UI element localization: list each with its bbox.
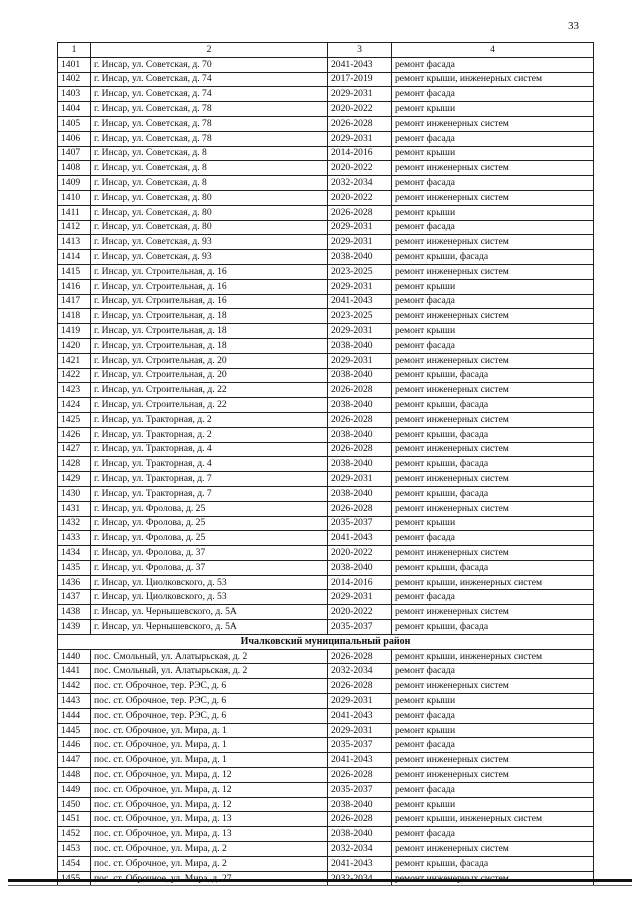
row-period: 2038-2040	[328, 486, 392, 501]
row-number: 1407	[58, 146, 91, 161]
table-row	[58, 723, 594, 738]
row-number: 1414	[58, 250, 91, 265]
row-number: 1426	[58, 427, 91, 442]
row-number: 1441	[58, 664, 91, 679]
row-address: г. Инсар, ул. Строительная, д. 16	[91, 279, 328, 294]
table-row	[58, 486, 594, 501]
table-row	[58, 146, 594, 161]
row-work-type: ремонт фасада	[392, 664, 594, 679]
row-work-type: ремонт инженерных систем	[392, 501, 594, 516]
row-address: г. Инсар, ул. Советская, д. 78	[91, 116, 328, 131]
table-row	[58, 812, 594, 827]
row-period: 2038-2040	[328, 560, 392, 575]
row-work-type: ремонт инженерных систем	[392, 546, 594, 561]
row-period: 2029-2031	[328, 235, 392, 250]
row-address: пос. ст. Оброчное, ул. Мира, д. 12	[91, 782, 328, 797]
row-number: 1446	[58, 738, 91, 753]
row-address: пос. ст. Оброчное, ул. Мира, д. 13	[91, 827, 328, 842]
row-work-type: ремонт крыши	[392, 723, 594, 738]
row-period: 2026-2028	[328, 768, 392, 783]
row-address: г. Инсар, ул. Циолковского, д. 53	[91, 590, 328, 605]
row-address: г. Инсар, ул. Фролова, д. 25	[91, 501, 328, 516]
row-period: 2032-2034	[328, 176, 392, 191]
row-work-type: ремонт крыши	[392, 279, 594, 294]
table-row	[58, 664, 594, 679]
row-address: г. Инсар, ул. Тракторная, д. 2	[91, 412, 328, 427]
row-work-type: ремонт фасада	[392, 131, 594, 146]
row-period: 2029-2031	[328, 87, 392, 102]
table-row	[58, 620, 594, 635]
table-row	[58, 457, 594, 472]
row-address: пос. ст. Оброчное, ул. Мира, д. 1	[91, 753, 328, 768]
row-number: 1451	[58, 812, 91, 827]
table-row	[58, 264, 594, 279]
table-row	[58, 116, 594, 131]
row-period: 2014-2016	[328, 575, 392, 590]
row-address: г. Инсар, ул. Чернышевского, д. 5А	[91, 620, 328, 635]
row-period: 2035-2037	[328, 738, 392, 753]
table-row	[58, 176, 594, 191]
table-row	[58, 368, 594, 383]
row-number: 1409	[58, 176, 91, 191]
row-work-type: ремонт крыши, фасада	[392, 368, 594, 383]
table-section	[58, 634, 594, 649]
row-period: 2026-2028	[328, 442, 392, 457]
row-period: 2038-2040	[328, 250, 392, 265]
row-number: 1417	[58, 294, 91, 309]
row-work-type: ремонт инженерных систем	[392, 753, 594, 768]
row-period: 2035-2037	[328, 516, 392, 531]
table-row	[58, 501, 594, 516]
row-address: г. Инсар, ул. Строительная, д. 18	[91, 324, 328, 339]
row-work-type: ремонт крыши, фасада	[392, 486, 594, 501]
row-period: 2041-2043	[328, 708, 392, 723]
row-work-type: ремонт инженерных систем	[392, 605, 594, 620]
row-work-type: ремонт крыши, инженерных систем	[392, 812, 594, 827]
row-address: г. Инсар, ул. Советская, д. 8	[91, 161, 328, 176]
row-address: г. Инсар, ул. Тракторная, д. 4	[91, 457, 328, 472]
row-period: 2041-2043	[328, 531, 392, 546]
row-work-type: ремонт инженерных систем	[392, 383, 594, 398]
row-address: г. Инсар, ул. Советская, д. 93	[91, 235, 328, 250]
row-number: 1453	[58, 842, 91, 857]
row-number: 1424	[58, 398, 91, 413]
row-number: 1415	[58, 264, 91, 279]
row-work-type: ремонт фасада	[392, 338, 594, 353]
row-work-type: ремонт фасада	[392, 708, 594, 723]
row-period: 2020-2022	[328, 161, 392, 176]
table-row	[58, 694, 594, 709]
row-work-type: ремонт фасада	[392, 87, 594, 102]
row-period: 2041-2043	[328, 753, 392, 768]
row-work-type: ремонт инженерных систем	[392, 353, 594, 368]
row-number: 1437	[58, 590, 91, 605]
row-period: 2029-2031	[328, 590, 392, 605]
row-work-type: ремонт фасада	[392, 782, 594, 797]
row-address: г. Инсар, ул. Чернышевского, д. 5А	[91, 605, 328, 620]
row-number: 1427	[58, 442, 91, 457]
row-address: г. Инсар, ул. Советская, д. 70	[91, 57, 328, 72]
table-row	[58, 546, 594, 561]
row-address: г. Инсар, ул. Советская, д. 74	[91, 72, 328, 87]
row-work-type: ремонт фасада	[392, 294, 594, 309]
row-address: г. Инсар, ул. Советская, д. 80	[91, 220, 328, 235]
column-header-3: 3	[328, 43, 392, 58]
table-row	[58, 235, 594, 250]
row-work-type: ремонт крыши, инженерных систем	[392, 72, 594, 87]
row-number: 1439	[58, 620, 91, 635]
row-number: 1425	[58, 412, 91, 427]
row-number: 1435	[58, 560, 91, 575]
row-period: 2038-2040	[328, 797, 392, 812]
row-period: 2020-2022	[328, 190, 392, 205]
row-work-type: ремонт инженерных систем	[392, 842, 594, 857]
row-work-type: ремонт инженерных систем	[392, 161, 594, 176]
table-row	[58, 398, 594, 413]
row-period: 2026-2028	[328, 116, 392, 131]
row-address: г. Инсар, ул. Фролова, д. 25	[91, 531, 328, 546]
row-work-type: ремонт инженерных систем	[392, 309, 594, 324]
row-work-type: ремонт инженерных систем	[392, 116, 594, 131]
table-row	[58, 738, 594, 753]
section-title: Ичалковский муниципальный район	[58, 634, 594, 649]
row-work-type: ремонт крыши, фасада	[392, 250, 594, 265]
row-address: г. Инсар, ул. Строительная, д. 22	[91, 383, 328, 398]
row-period: 2020-2022	[328, 546, 392, 561]
row-number: 1410	[58, 190, 91, 205]
table-row	[58, 782, 594, 797]
row-work-type: ремонт фасада	[392, 220, 594, 235]
table-row	[58, 383, 594, 398]
row-address: г. Инсар, ул. Строительная, д. 20	[91, 368, 328, 383]
table-row	[58, 605, 594, 620]
row-period: 2026-2028	[328, 679, 392, 694]
row-address: г. Инсар, ул. Советская, д. 8	[91, 176, 328, 191]
row-number: 1406	[58, 131, 91, 146]
table-row	[58, 679, 594, 694]
row-period: 2041-2043	[328, 294, 392, 309]
row-period: 2017-2019	[328, 72, 392, 87]
row-number: 1430	[58, 486, 91, 501]
row-work-type: ремонт фасада	[392, 531, 594, 546]
row-work-type: ремонт крыши	[392, 797, 594, 812]
row-number: 1411	[58, 205, 91, 220]
row-address: пос. ст. Оброчное, ул. Мира, д. 2	[91, 842, 328, 857]
row-address: г. Инсар, ул. Советская, д. 93	[91, 250, 328, 265]
row-number: 1442	[58, 679, 91, 694]
row-work-type: ремонт фасада	[392, 57, 594, 72]
table-row	[58, 412, 594, 427]
row-work-type: ремонт крыши, фасада	[392, 398, 594, 413]
row-address: г. Инсар, ул. Строительная, д. 18	[91, 338, 328, 353]
row-address: пос. ст. Оброчное, ул. Мира, д. 13	[91, 812, 328, 827]
row-period: 2026-2028	[328, 812, 392, 827]
row-number: 1408	[58, 161, 91, 176]
row-address: г. Инсар, ул. Советская, д. 78	[91, 102, 328, 117]
row-work-type: ремонт крыши	[392, 516, 594, 531]
row-work-type: ремонт крыши, инженерных систем	[392, 575, 594, 590]
table-row	[58, 324, 594, 339]
row-work-type: ремонт инженерных систем	[392, 472, 594, 487]
row-work-type: ремонт крыши, инженерных систем	[392, 649, 594, 664]
row-number: 1401	[58, 57, 91, 72]
row-work-type: ремонт инженерных систем	[392, 768, 594, 783]
row-address: г. Инсар, ул. Строительная, д. 16	[91, 294, 328, 309]
row-period: 2020-2022	[328, 102, 392, 117]
row-period: 2026-2028	[328, 205, 392, 220]
table-header-row	[58, 43, 594, 58]
row-work-type: ремонт инженерных систем	[392, 235, 594, 250]
row-work-type: ремонт инженерных систем	[392, 679, 594, 694]
row-period: 2029-2031	[328, 723, 392, 738]
row-number: 1436	[58, 575, 91, 590]
table-row	[58, 294, 594, 309]
table-row	[58, 472, 594, 487]
row-number: 1418	[58, 309, 91, 324]
row-number: 1448	[58, 768, 91, 783]
row-period: 2035-2037	[328, 782, 392, 797]
row-period: 2032-2034	[328, 664, 392, 679]
row-work-type: ремонт крыши, фасада	[392, 427, 594, 442]
row-work-type: ремонт крыши	[392, 102, 594, 117]
table-row	[58, 649, 594, 664]
row-address: г. Инсар, ул. Фролова, д. 37	[91, 560, 328, 575]
row-period: 2041-2043	[328, 57, 392, 72]
row-address: г. Инсар, ул. Строительная, д. 22	[91, 398, 328, 413]
row-work-type: ремонт инженерных систем	[392, 190, 594, 205]
row-number: 1413	[58, 235, 91, 250]
row-address: пос. ст. Оброчное, ул. Мира, д. 12	[91, 768, 328, 783]
row-period: 2038-2040	[328, 368, 392, 383]
page-number: 33	[568, 20, 579, 32]
row-period: 2029-2031	[328, 353, 392, 368]
table-row	[58, 250, 594, 265]
table-row	[58, 768, 594, 783]
table-row	[58, 560, 594, 575]
table-row	[58, 531, 594, 546]
row-number: 1419	[58, 324, 91, 339]
row-number: 1440	[58, 649, 91, 664]
column-header-1: 1	[58, 43, 91, 58]
row-period: 2014-2016	[328, 146, 392, 161]
table-row	[58, 797, 594, 812]
row-period: 2029-2031	[328, 324, 392, 339]
row-work-type: ремонт фасада	[392, 176, 594, 191]
row-address: пос. ст. Оброчное, тер. РЭС, д. 6	[91, 679, 328, 694]
row-period: 2038-2040	[328, 338, 392, 353]
row-work-type: ремонт крыши, фасада	[392, 620, 594, 635]
row-period: 2023-2025	[328, 309, 392, 324]
row-address: г. Инсар, ул. Фролова, д. 25	[91, 516, 328, 531]
table-row	[58, 57, 594, 72]
row-work-type: ремонт фасада	[392, 827, 594, 842]
table-row	[58, 205, 594, 220]
row-address: г. Инсар, ул. Советская, д. 8	[91, 146, 328, 161]
row-number: 1447	[58, 753, 91, 768]
row-address: пос. ст. Оброчное, тер. РЭС, д. 6	[91, 694, 328, 709]
table-row	[58, 161, 594, 176]
row-period: 2029-2031	[328, 131, 392, 146]
row-address: пос. ст. Оброчное, тер. РЭС, д. 6	[91, 708, 328, 723]
table-row	[58, 72, 594, 87]
row-work-type: ремонт крыши, фасада	[392, 856, 594, 871]
row-number: 1403	[58, 87, 91, 102]
table-row	[58, 190, 594, 205]
row-address: пос. ст. Оброчное, ул. Мира, д. 12	[91, 797, 328, 812]
row-number: 1452	[58, 827, 91, 842]
table-row	[58, 353, 594, 368]
row-number: 1432	[58, 516, 91, 531]
row-work-type: ремонт инженерных систем	[392, 442, 594, 457]
row-period: 2026-2028	[328, 412, 392, 427]
row-period: 2029-2031	[328, 279, 392, 294]
row-number: 1434	[58, 546, 91, 561]
column-header-2: 2	[91, 43, 328, 58]
row-period: 2038-2040	[328, 827, 392, 842]
row-number: 1445	[58, 723, 91, 738]
scan-edge-line	[8, 879, 632, 882]
table-row	[58, 827, 594, 842]
row-work-type: ремонт крыши	[392, 324, 594, 339]
row-address: г. Инсар, ул. Советская, д. 80	[91, 205, 328, 220]
row-address: г. Инсар, ул. Тракторная, д. 7	[91, 486, 328, 501]
table-row	[58, 442, 594, 457]
table-row	[58, 842, 594, 857]
row-address: г. Инсар, ул. Советская, д. 78	[91, 131, 328, 146]
row-number: 1423	[58, 383, 91, 398]
row-number: 1429	[58, 472, 91, 487]
row-work-type: ремонт крыши, фасада	[392, 457, 594, 472]
row-number: 1433	[58, 531, 91, 546]
row-number: 1402	[58, 72, 91, 87]
row-work-type: ремонт фасада	[392, 738, 594, 753]
table-row	[58, 575, 594, 590]
row-number: 1444	[58, 708, 91, 723]
row-number: 1454	[58, 856, 91, 871]
row-period: 2026-2028	[328, 649, 392, 664]
row-address: г. Инсар, ул. Фролова, д. 37	[91, 546, 328, 561]
row-period: 2026-2028	[328, 383, 392, 398]
table-row	[58, 753, 594, 768]
row-period: 2038-2040	[328, 457, 392, 472]
row-number: 1428	[58, 457, 91, 472]
row-period: 2038-2040	[328, 427, 392, 442]
row-number: 1416	[58, 279, 91, 294]
row-address: пос. Смольный, ул. Алатырьская, д. 2	[91, 649, 328, 664]
row-address: пос. ст. Оброчное, ул. Мира, д. 1	[91, 723, 328, 738]
row-address: г. Инсар, ул. Циолковского, д. 53	[91, 575, 328, 590]
table-row	[58, 220, 594, 235]
row-period: 2029-2031	[328, 220, 392, 235]
row-period: 2020-2022	[328, 605, 392, 620]
row-period: 2029-2031	[328, 694, 392, 709]
row-number: 1405	[58, 116, 91, 131]
row-period: 2026-2028	[328, 501, 392, 516]
table-row	[58, 87, 594, 102]
row-period: 2038-2040	[328, 398, 392, 413]
row-address: г. Инсар, ул. Советская, д. 74	[91, 87, 328, 102]
row-work-type: ремонт крыши	[392, 205, 594, 220]
row-number: 1438	[58, 605, 91, 620]
row-work-type: ремонт инженерных систем	[392, 412, 594, 427]
table-row	[58, 516, 594, 531]
row-address: пос. ст. Оброчное, ул. Мира, д. 2	[91, 856, 328, 871]
repair-schedule-table	[57, 42, 594, 886]
row-address: г. Инсар, ул. Тракторная, д. 2	[91, 427, 328, 442]
scan-edge-line-thin	[8, 885, 632, 886]
row-number: 1404	[58, 102, 91, 117]
row-address: г. Инсар, ул. Строительная, д. 18	[91, 309, 328, 324]
row-address: г. Инсар, ул. Строительная, д. 20	[91, 353, 328, 368]
row-period: 2029-2031	[328, 472, 392, 487]
row-number: 1421	[58, 353, 91, 368]
row-address: г. Инсар, ул. Тракторная, д. 4	[91, 442, 328, 457]
row-work-type: ремонт крыши	[392, 146, 594, 161]
row-period: 2035-2037	[328, 620, 392, 635]
row-address: г. Инсар, ул. Строительная, д. 16	[91, 264, 328, 279]
row-number: 1443	[58, 694, 91, 709]
row-period: 2032-2034	[328, 842, 392, 857]
table-row	[58, 131, 594, 146]
row-address: г. Инсар, ул. Тракторная, д. 7	[91, 472, 328, 487]
row-work-type: ремонт крыши	[392, 694, 594, 709]
row-number: 1431	[58, 501, 91, 516]
row-work-type: ремонт крыши, фасада	[392, 560, 594, 575]
row-work-type: ремонт фасада	[392, 590, 594, 605]
table-row	[58, 102, 594, 117]
row-address: г. Инсар, ул. Советская, д. 80	[91, 190, 328, 205]
row-number: 1412	[58, 220, 91, 235]
table-row	[58, 279, 594, 294]
row-address: пос. ст. Оброчное, ул. Мира, д. 1	[91, 738, 328, 753]
table-row	[58, 590, 594, 605]
row-number: 1449	[58, 782, 91, 797]
column-header-4: 4	[392, 43, 594, 58]
row-period: 2041-2043	[328, 856, 392, 871]
table-row	[58, 427, 594, 442]
row-period: 2023-2025	[328, 264, 392, 279]
table-body-ichalki	[58, 649, 594, 886]
row-number: 1420	[58, 338, 91, 353]
table-row	[58, 338, 594, 353]
section-row	[58, 634, 594, 649]
table-row	[58, 309, 594, 324]
row-number: 1450	[58, 797, 91, 812]
row-address: пос. Смольный, ул. Алатырьская, д. 2	[91, 664, 328, 679]
row-work-type: ремонт инженерных систем	[392, 264, 594, 279]
table-row	[58, 856, 594, 871]
table-row	[58, 708, 594, 723]
row-number: 1422	[58, 368, 91, 383]
table-body-insar	[58, 57, 594, 634]
